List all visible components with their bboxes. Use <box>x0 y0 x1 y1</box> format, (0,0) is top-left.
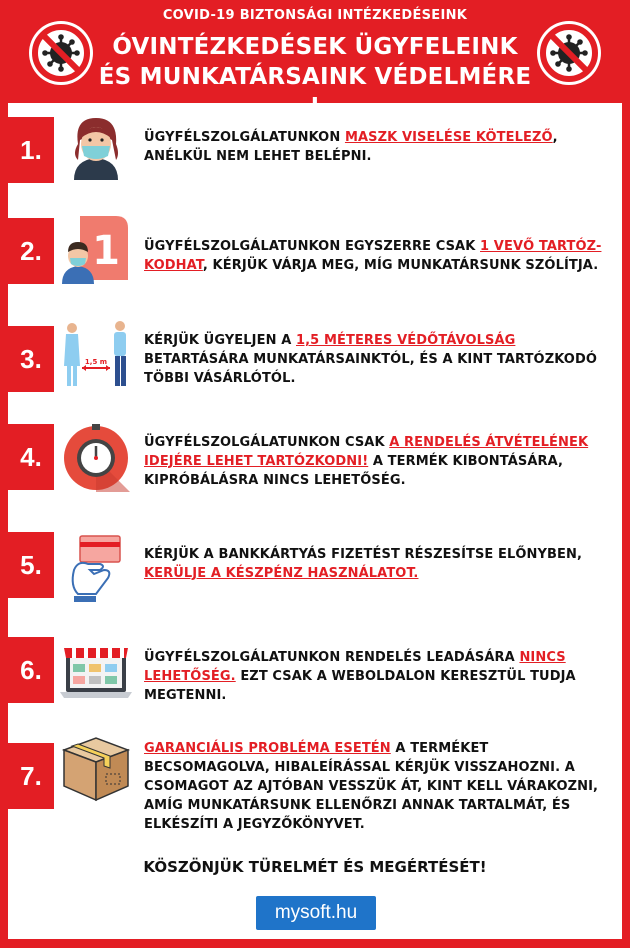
step-badge <box>8 637 54 703</box>
step-number: 4. <box>20 442 42 472</box>
text-part: ÜGYFÉLSZOLGÁLATUNKON RENDELÉS LEADÁSÁRA <box>144 650 520 665</box>
one-customer-icon <box>60 212 132 284</box>
text-part: A TERMÉK KIBONTÁSÁRA, KIPRÓBÁLÁSRA NINCS LEHETŐSÉG. <box>144 454 564 488</box>
header-supertitle: COVID-19 BIZTONSÁGI INTÉZKEDÉSEINK <box>162 8 468 23</box>
text-part: KÉRJÜK A BANKKÁRTYÁS FIZETÉST RÉSZESÍTSE ELŐNYBEN, <box>144 547 583 562</box>
step-badge <box>8 743 54 809</box>
highlight-text: GARANCIÁLIS PROBLÉMA ESETÉN <box>144 741 391 756</box>
highlight-text: MASZK VISELÉSE KÖTELEZŐ <box>344 130 553 145</box>
card-payment-icon <box>60 530 132 602</box>
step-text <box>144 433 604 490</box>
webshop-icon <box>60 634 132 706</box>
step-number: 1. <box>20 135 42 165</box>
step-number: 7. <box>20 761 42 791</box>
package-box-icon <box>60 730 132 802</box>
step-text <box>144 331 604 388</box>
step-badge <box>8 117 54 183</box>
step-badge <box>8 326 54 392</box>
step-text <box>144 128 604 166</box>
step-number: 2. <box>20 236 42 266</box>
highlight-text: KERÜLJE A KÉSZPÉNZ HASZNÁLATOT. <box>144 566 419 581</box>
step-text <box>144 648 604 705</box>
highlight-text: A RENDELÉS ÁTVÉTELÉNEK IDEJÉRE LEHET TARTÓZKODNI! <box>144 435 589 469</box>
highlight-text: NINCS LEHETŐSÉG. <box>144 650 566 684</box>
highlight-text: 1,5 MÉTERES VÉDŐTÁVOLSÁG <box>296 333 516 348</box>
text-part: ÜGYFÉLSZOLGÁLATUNKON EGYSZERRE CSAK <box>144 239 481 254</box>
no-virus-icon <box>534 18 604 88</box>
header-title: ÓVINTÉZKEDÉSEK ÜGYFELEINK ÉS MUNKATÁRSAINK VÉDELMÉRE <box>98 34 532 90</box>
step-number: 6. <box>20 655 42 685</box>
text-part: ÜGYFÉLSZOLGÁLATUNKON <box>144 130 345 145</box>
step-number: 3. <box>20 344 42 374</box>
step-text <box>144 237 604 275</box>
header <box>0 0 630 102</box>
step-number: 5. <box>20 550 42 580</box>
distance-label: 1,5 m <box>84 358 108 366</box>
text-part: , ANÉLKÜL NEM LEHET BELÉPNI. <box>144 130 558 164</box>
thanks-text: KÖSZÖNJÜK TÜRELMÉT ÉS MEGÉRTÉSÉT! <box>143 858 487 876</box>
text-part: KÉRJÜK ÜGYELJEN A <box>144 333 296 348</box>
svg-text:1: 1 <box>92 228 120 274</box>
text-part: BETARTÁSÁRA MUNKATÁRSAINKTÓL, ÉS A KINT TARTÓZKODÓ TÖBBI VÁSÁRLÓTÓL. <box>144 352 597 386</box>
step-badge <box>8 532 54 598</box>
text-part: ÜGYFÉLSZOLGÁLATUNKON CSAK <box>144 435 390 450</box>
stopwatch-icon <box>60 420 132 492</box>
step-badge <box>8 218 54 284</box>
no-virus-icon <box>26 18 96 88</box>
text-part: EZT CSAK A WEBOLDALON KERESZTÜL TUDJA MEGTENNI. <box>144 669 576 703</box>
step-badge <box>8 424 54 490</box>
text-part: , KÉRJÜK VÁRJA MEG, MÍG MUNKATÁRSUNK SZÓLÍTJA. <box>202 258 599 273</box>
highlight-text: 1 VEVŐ TARTÓZ-KODHAT <box>144 239 602 273</box>
text-part: A TERMÉKET BECSOMAGOLVA, HIBALEÍRÁSSAL KÉRJÜK VISSZAHOZNI. A CSOMAGOT AZ AJTÓBAN VESSZÜK ÁT, KINT KELL VÁRAKOZNI, AMÍG MUNKATÁRSUNK ELLENŐRZI ANNAK TARTALMÁT, ÉS ELKÉSZÍTI A JEGYZŐKÖNYVET. <box>144 741 599 832</box>
distance-icon <box>60 318 132 390</box>
mask-person-icon <box>60 110 132 182</box>
step-text <box>144 545 604 583</box>
mysoft-logo[interactable]: mysoft.hu <box>256 896 376 930</box>
step-text <box>144 739 604 834</box>
